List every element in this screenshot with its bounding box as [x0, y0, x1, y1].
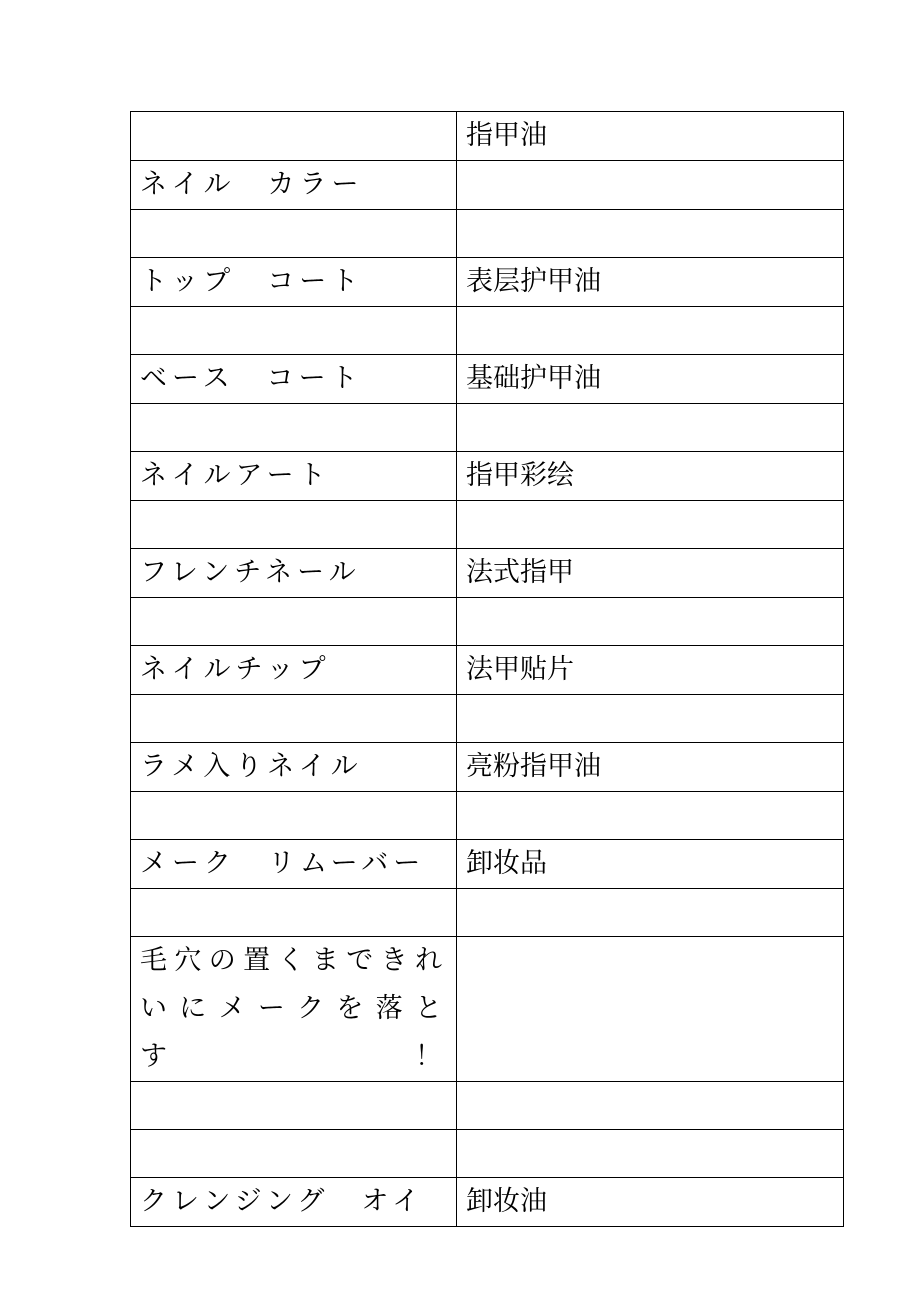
- table-row: [131, 355, 844, 404]
- japanese-term-cell: クレンジング オイ: [131, 1178, 457, 1227]
- japanese-term-cell: [131, 889, 457, 937]
- chinese-term-cell: 指甲油: [457, 112, 844, 161]
- table-row: [131, 840, 844, 889]
- table-row: [131, 161, 844, 210]
- chinese-term-cell: [457, 210, 844, 258]
- japanese-term-cell: [131, 112, 457, 161]
- chinese-term-cell: 法甲贴片: [457, 646, 844, 695]
- japanese-term-cell: [131, 307, 457, 355]
- chinese-term-cell: [457, 1130, 844, 1178]
- japanese-term-cell: トップ コート: [131, 258, 457, 307]
- table-row: [131, 210, 844, 258]
- vocabulary-table: [130, 111, 844, 1227]
- table-row: [131, 1178, 844, 1227]
- table-row: [131, 258, 844, 307]
- chinese-term-cell: 卸妆油: [457, 1178, 844, 1227]
- japanese-term-cell: [131, 404, 457, 452]
- japanese-term-cell: [131, 1082, 457, 1130]
- japanese-term-cell: メーク リムーバー: [131, 840, 457, 889]
- chinese-term-cell: [457, 937, 844, 1082]
- chinese-term-cell: 基础护甲油: [457, 355, 844, 404]
- chinese-term-cell: [457, 501, 844, 549]
- table-row: [131, 937, 844, 1082]
- table-row: [131, 307, 844, 355]
- japanese-term-cell: 毛穴の置くまできれいにメークを落とす！: [131, 937, 457, 1082]
- japanese-term-cell: フレンチネール: [131, 549, 457, 598]
- japanese-term-cell: [131, 1130, 457, 1178]
- table-row: [131, 501, 844, 549]
- japanese-term-cell: ネイルアート: [131, 452, 457, 501]
- japanese-term-cell: ラメ入りネイル: [131, 743, 457, 792]
- table-row: [131, 112, 844, 161]
- japanese-term-cell: [131, 598, 457, 646]
- chinese-term-cell: 指甲彩绘: [457, 452, 844, 501]
- table-row: [131, 792, 844, 840]
- chinese-term-cell: [457, 598, 844, 646]
- chinese-term-cell: [457, 307, 844, 355]
- chinese-term-cell: 亮粉指甲油: [457, 743, 844, 792]
- table-row: [131, 452, 844, 501]
- chinese-term-cell: 卸妆品: [457, 840, 844, 889]
- table-row: [131, 743, 844, 792]
- chinese-term-cell: [457, 889, 844, 937]
- japanese-term-cell: ネイルチップ: [131, 646, 457, 695]
- japanese-term-cell: ネイル カラー: [131, 161, 457, 210]
- chinese-term-cell: [457, 1082, 844, 1130]
- japanese-term-cell: [131, 792, 457, 840]
- table-row: [131, 1082, 844, 1130]
- japanese-term-cell: [131, 695, 457, 743]
- chinese-term-cell: [457, 161, 844, 210]
- chinese-term-cell: 法式指甲: [457, 549, 844, 598]
- table-row: [131, 598, 844, 646]
- chinese-term-cell: 表层护甲油: [457, 258, 844, 307]
- table-row: [131, 889, 844, 937]
- japanese-term-cell: [131, 210, 457, 258]
- chinese-term-cell: [457, 792, 844, 840]
- table-row: [131, 404, 844, 452]
- table-row: [131, 549, 844, 598]
- table-row: [131, 695, 844, 743]
- japanese-term-cell: [131, 501, 457, 549]
- japanese-term-cell: ベース コート: [131, 355, 457, 404]
- chinese-term-cell: [457, 695, 844, 743]
- chinese-term-cell: [457, 404, 844, 452]
- table-row: [131, 646, 844, 695]
- table-row: [131, 1130, 844, 1178]
